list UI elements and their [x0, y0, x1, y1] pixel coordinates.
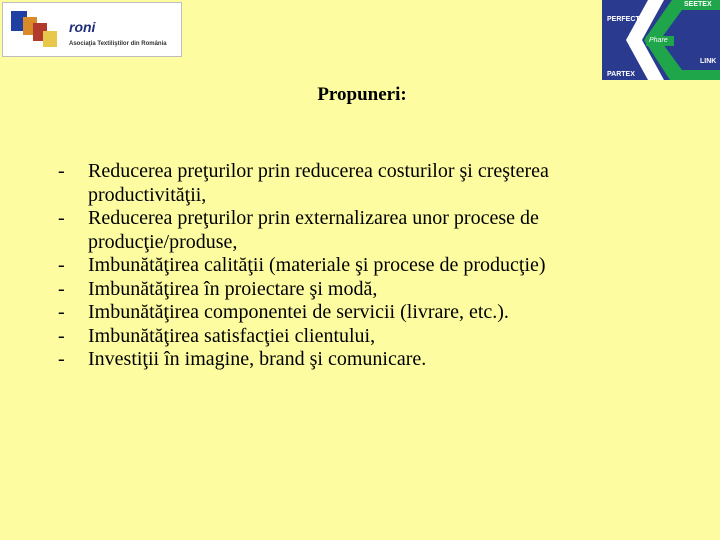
logo-tagline: Asociaţia Textiliştilor din România [69, 41, 167, 47]
logo-label-partex: PARTEX [607, 71, 635, 78]
logo-label-perfect: PERFECT [607, 16, 640, 23]
list-item [58, 254, 658, 278]
bullet-dash: - [58, 324, 65, 347]
bullet-text: Imbunătăţirea în proiectare şi modă, [88, 277, 378, 300]
bullet-dash: - [58, 207, 65, 229]
slide-title: Propuneri: [317, 84, 407, 105]
list-item [58, 278, 658, 302]
bullet-text: Imbunătăţirea componentei de servicii (livrare, etc.). [88, 301, 509, 323]
list-item [58, 301, 658, 325]
seetex-partner-logo [602, 0, 720, 80]
slide-title-wrapper [0, 84, 720, 106]
bullet-dash: - [58, 348, 65, 370]
bullet-dash: - [58, 254, 65, 276]
logo-label-link: LINK [700, 58, 717, 65]
bullet-text: Reducerea preţurilor prin externalizarea unor procese de producţie/produse, [88, 207, 539, 253]
list-item [58, 160, 658, 207]
bullet-dash: - [58, 301, 65, 323]
proposals-list [58, 160, 658, 372]
bullet-dash: - [58, 160, 65, 182]
list-item [58, 207, 658, 254]
bullet-dash: - [58, 277, 65, 300]
bullet-text: Investiţii în imagine, brand şi comunicare. [88, 348, 427, 370]
logo-label-seetex: SEETEX [684, 1, 712, 8]
bullet-text: Imbunătăţirea satisfacţiei clientului, [88, 324, 376, 347]
bullet-text: Imbunătăţirea calităţii (materiale şi procese de producţie) [88, 254, 546, 276]
logo-label-phare: Phare [649, 37, 668, 44]
logo-square-yellow [43, 31, 57, 47]
list-item [58, 325, 658, 349]
aratro-logo [2, 2, 182, 57]
list-item [58, 348, 658, 372]
logo-brand-text: roni [69, 19, 96, 35]
bullet-text: Reducerea preţurilor prin reducerea costurilor şi creşterea productivităţii, [88, 160, 549, 206]
